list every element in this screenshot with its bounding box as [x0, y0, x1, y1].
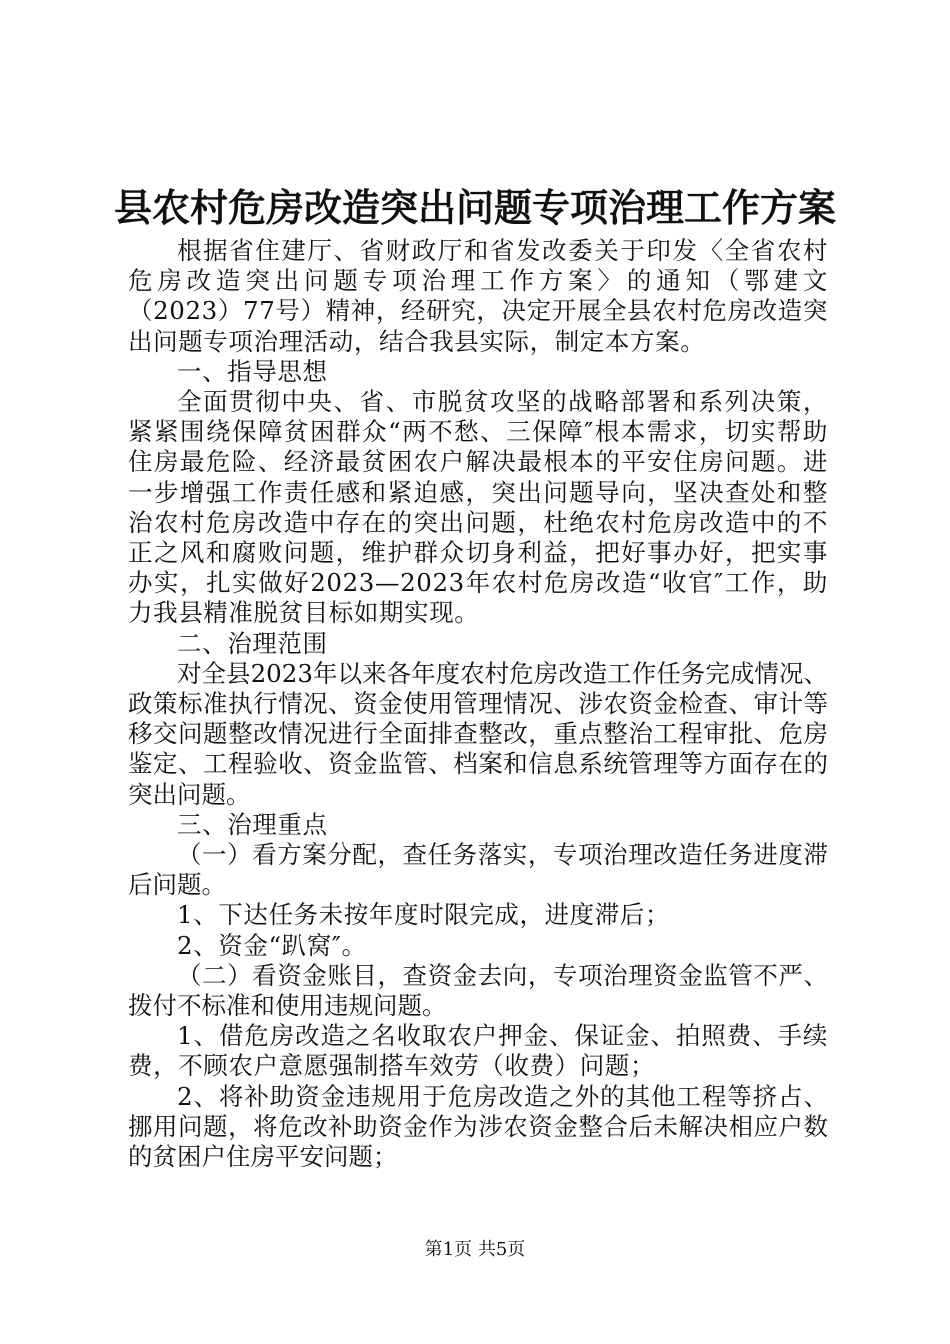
key-point-2-item-2: 2、将补助资金违规用于危房改造之外的其他工程等挤占、挪用问题，将危改补助资金作为涉农资金整合后未解决相应户数的贫困户住房平安问题； [128, 1081, 828, 1172]
key-point-2-item-1: 1、借危房改造之名收取农户押金、保证金、拍照费、手续费，不顾农户意愿强制搭车效劳（收费）问题； [128, 1021, 828, 1081]
section-heading-guiding-thought: 一、指导思想 [177, 356, 328, 386]
key-point-1-paragraph: （一）看方案分配，查任务落实，专项治理改造任务进度滞后问题。 [128, 840, 828, 900]
intro-paragraph: 根据省住建厅、省财政厅和省发改委关于印发〈全省农村危房改造突出问题专项治理工作方案〉的通知（鄂建文（2023）77号）精神，经研究，决定开展全县农村危房改造突出问题专项治理活动，结合我县实际，制定本方案。 [128, 236, 828, 356]
scope-paragraph: 对全县2023年以来各年度农村危房改造工作任务完成情况、政策标准执行情况、资金使用管理情况、涉农资金检查、审计等移交问题整改情况进行全面排查整改，重点整治工程审批、危房鉴定、工程验收、资金监管、档案和信息系统管理等方面存在的突出问题。 [128, 658, 828, 809]
section-heading-scope: 二、治理范围 [177, 628, 328, 658]
document-body [128, 236, 828, 1172]
section-heading-key-points: 三、治理重点 [177, 809, 328, 839]
key-point-1-item-1: 1、下达任务未按年度时限完成，进度滞后； [177, 900, 671, 930]
key-point-1-item-2: 2、资金“趴窝″。 [177, 930, 367, 960]
key-point-2-paragraph: （二）看资金账目，查资金去向，专项治理资金监管不严、拨付不标准和使用违规问题。 [128, 960, 828, 1021]
guiding-thought-paragraph: 全面贯彻中央、省、市脱贫攻坚的战略部署和系列决策，紧紧围绕保障贫困群众“两不愁、三保障″根本需求，切实帮助住房最危险、经济最贫困农户解决最根本的平安住房问题。进一步增强工作责任感和紧迫感，突出问题导向，坚决查处和整治农村危房改造中存在的突出问题，杜绝农村危房改造中的不正之风和腐败问题，维护群众切身利益，把好事办好，把实事办实，扎实做好2023—2023年农村危房改造“收官″工作，助力我县精准脱贫目标如期实现。 [128, 387, 828, 628]
document-title: 县农村危房改造突出问题专项治理工作方案 [113, 185, 836, 230]
page-number-footer: 第1页 共5页 [424, 1239, 526, 1260]
